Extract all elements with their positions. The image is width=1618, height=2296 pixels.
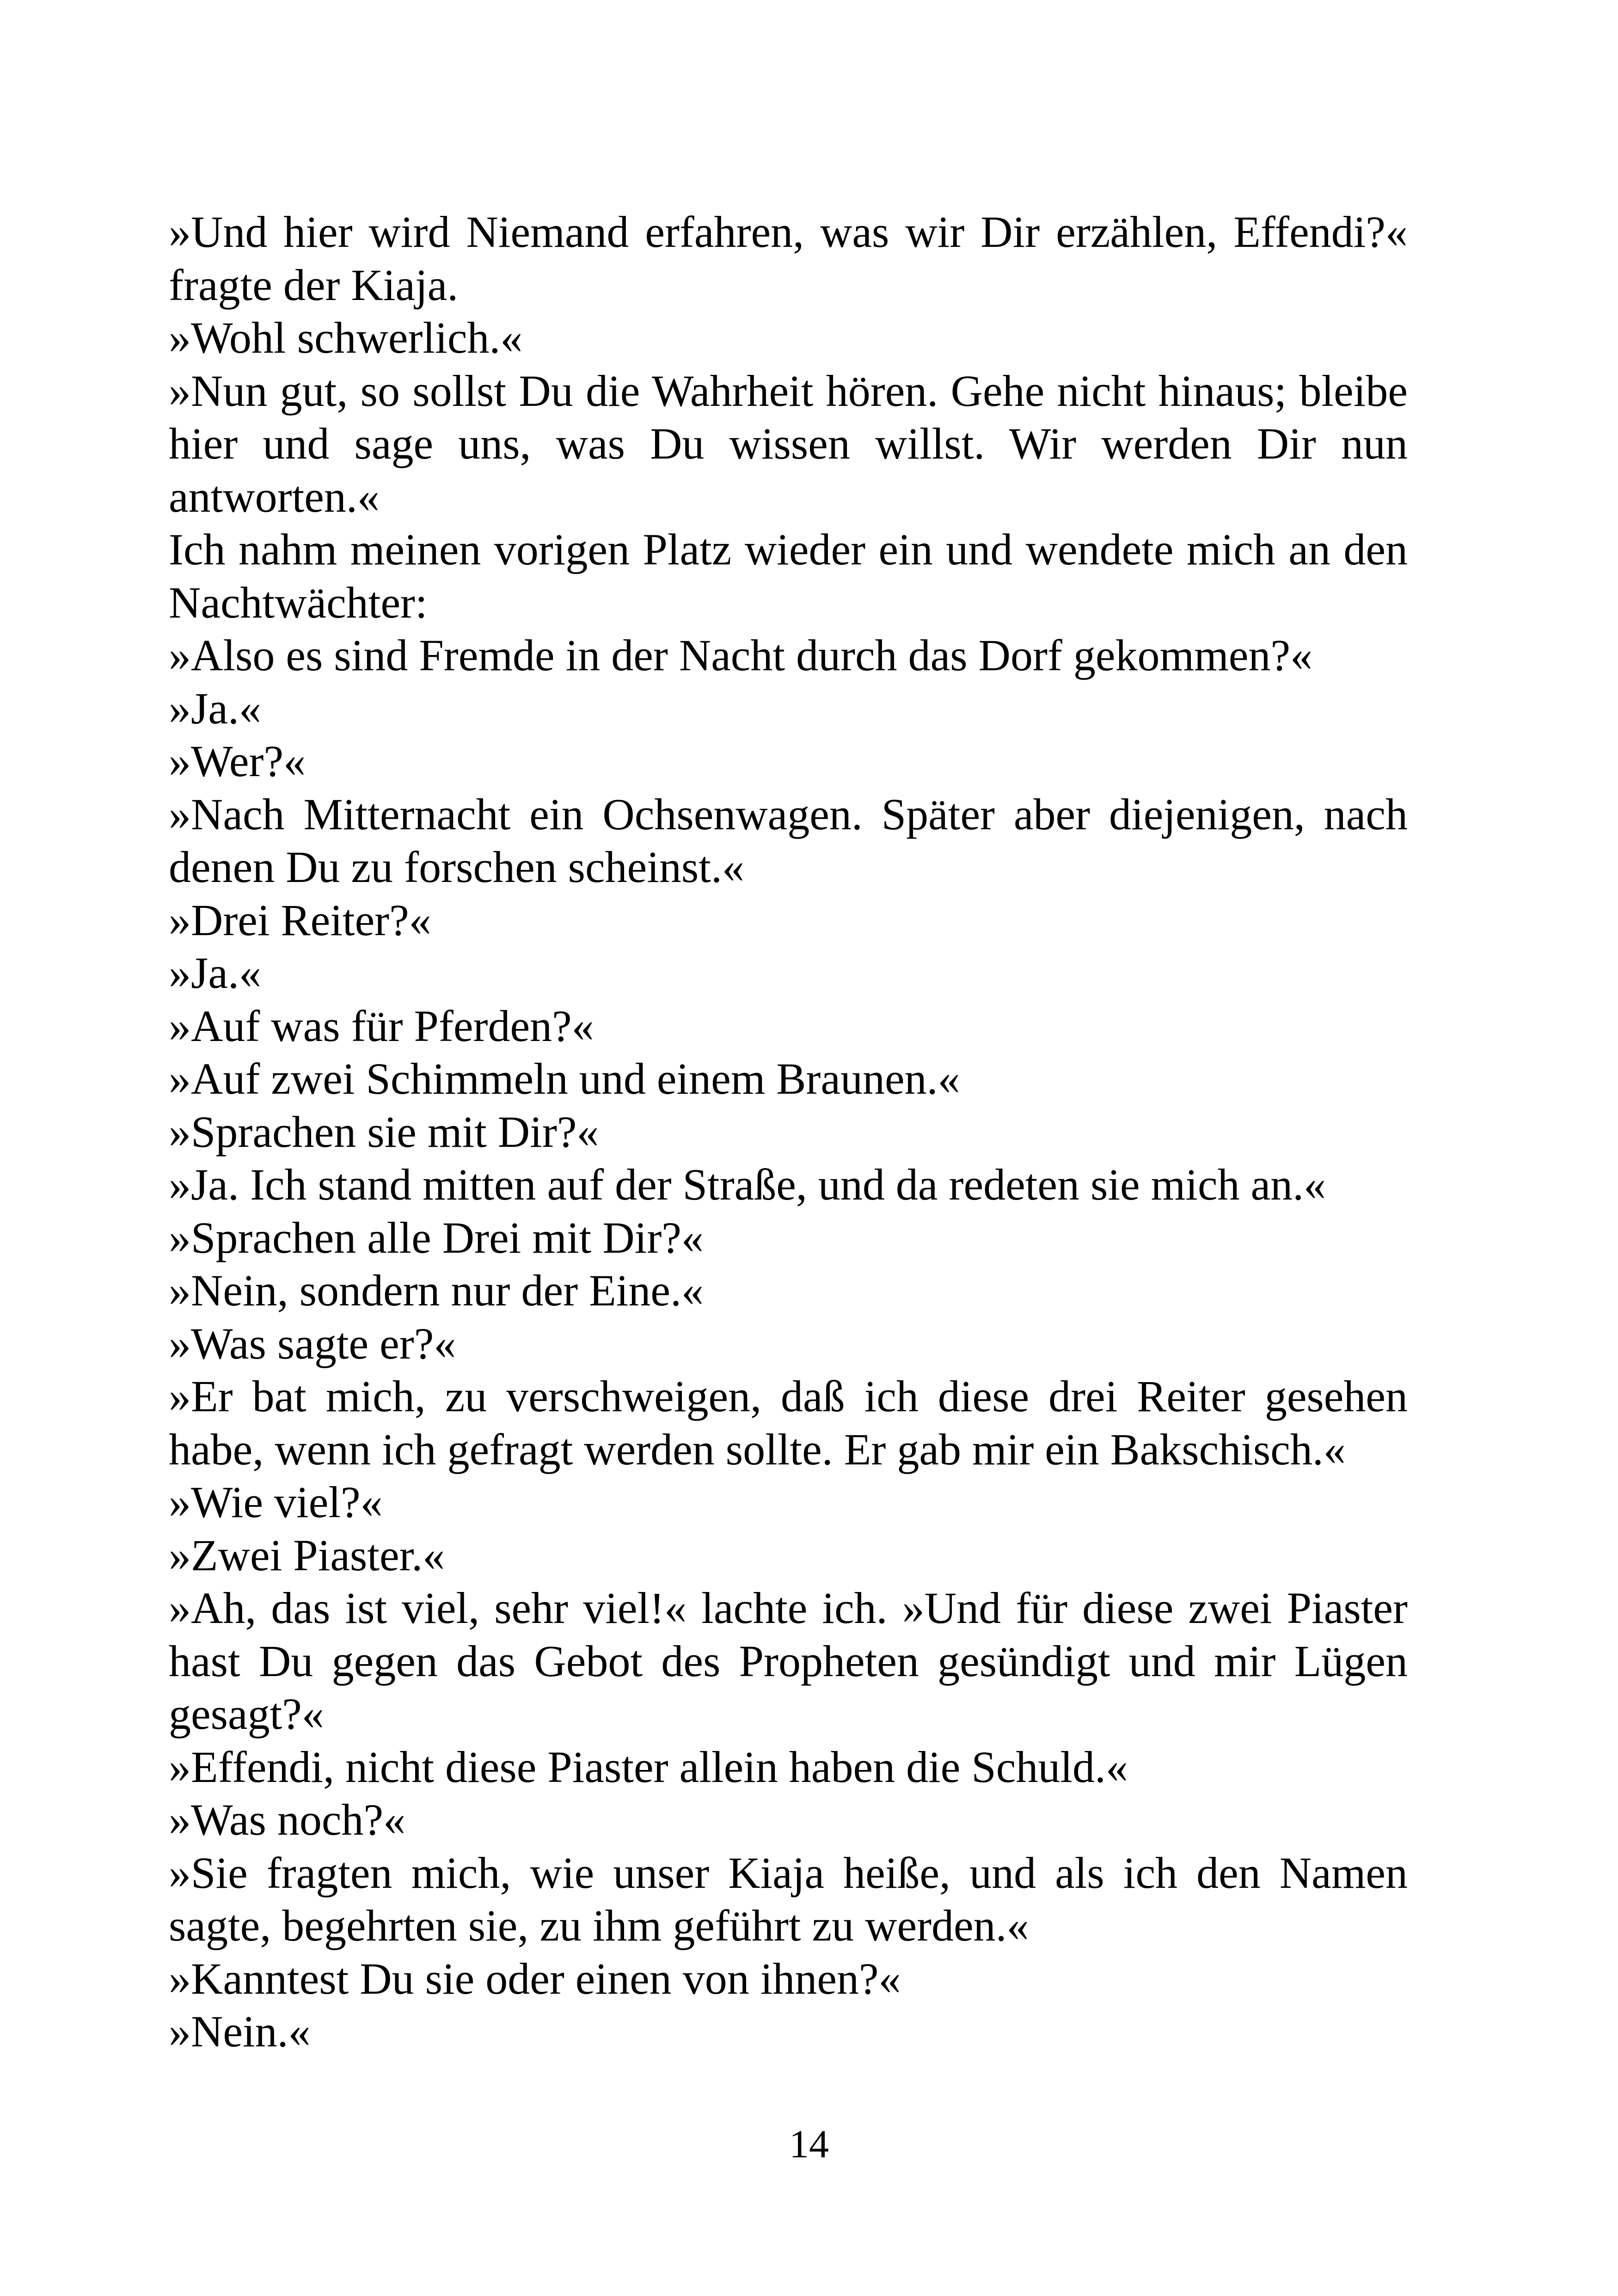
- paragraph: »Nein.«: [169, 2007, 311, 2056]
- paragraph: »Ja. Ich stand mitten auf der Straße, und da redeten sie mich an.«: [169, 1160, 1326, 1209]
- paragraph: »Effendi, nicht diese Piaster allein haben die Schuld.«: [169, 1742, 1128, 1792]
- paragraph: »Wohl schwerlich.«: [169, 313, 523, 362]
- paragraph: »Sie fragten mich, wie unser Kiaja heiße, und als ich den Namen sagte, begehrten sie, zu ihm geführt zu werden.«: [169, 1848, 1408, 1950]
- paragraph: »Nach Mitternacht ein Ochsenwagen. Später aber diejenigen, nach denen Du zu forschen scheinst.«: [169, 789, 1408, 892]
- paragraph: »Sprachen sie mit Dir?«: [169, 1107, 599, 1157]
- paragraph: »Wer?«: [169, 736, 306, 786]
- page-number: 14: [789, 2122, 829, 2166]
- paragraph: »Drei Reiter?«: [169, 895, 431, 945]
- paragraph: »Er bat mich, zu verschweigen, daß ich diese drei Reiter gesehen habe, wenn ich gefragt werden sollte. Er gab mir ein Bakschisch.«: [169, 1371, 1408, 1474]
- paragraph: »Nein, sondern nur der Eine.«: [169, 1266, 704, 1315]
- paragraph: »Zwei Piaster.«: [169, 1530, 445, 1580]
- paragraph: »Auf zwei Schimmeln und einem Braunen.«: [169, 1054, 960, 1103]
- paragraph: Ich nahm meinen vorigen Platz wieder ein und wendete mich an den Nachtwächter:: [169, 525, 1408, 627]
- paragraph: »Ah, das ist viel, sehr viel!« lachte ich. »Und für diese zwei Piaster hast Du gegen das Gebot des Propheten gesündigt und mir Lügen gesagt?«: [169, 1583, 1408, 1739]
- paragraph: »Ja.«: [169, 948, 261, 998]
- paragraph: »Was sagte er?«: [169, 1318, 456, 1368]
- paragraph: »Ja.«: [169, 683, 261, 733]
- paragraph: »Kanntest Du sie oder einen von ihnen?«: [169, 1953, 901, 2003]
- paragraph: »Sprachen alle Drei mit Dir?«: [169, 1212, 704, 1262]
- paragraph: »Was noch?«: [169, 1795, 406, 1844]
- paragraph: »Nun gut, so sollst Du die Wahrheit hören. Gehe nicht hinaus; bleibe hier und sage uns, was Du wissen willst. Wir werden Dir nun antworten.«: [169, 366, 1408, 521]
- paragraph: »Auf was für Pferden?«: [169, 1001, 594, 1051]
- paragraph: »Wie viel?«: [169, 1477, 383, 1527]
- paragraph: »Und hier wird Niemand erfahren, was wir Dir erzählen, Effendi?« fragte der Kiaja.: [169, 207, 1408, 310]
- paragraph: »Also es sind Fremde in der Nacht durch das Dorf gekommen?«: [169, 631, 1313, 680]
- body-text: [169, 206, 1408, 2058]
